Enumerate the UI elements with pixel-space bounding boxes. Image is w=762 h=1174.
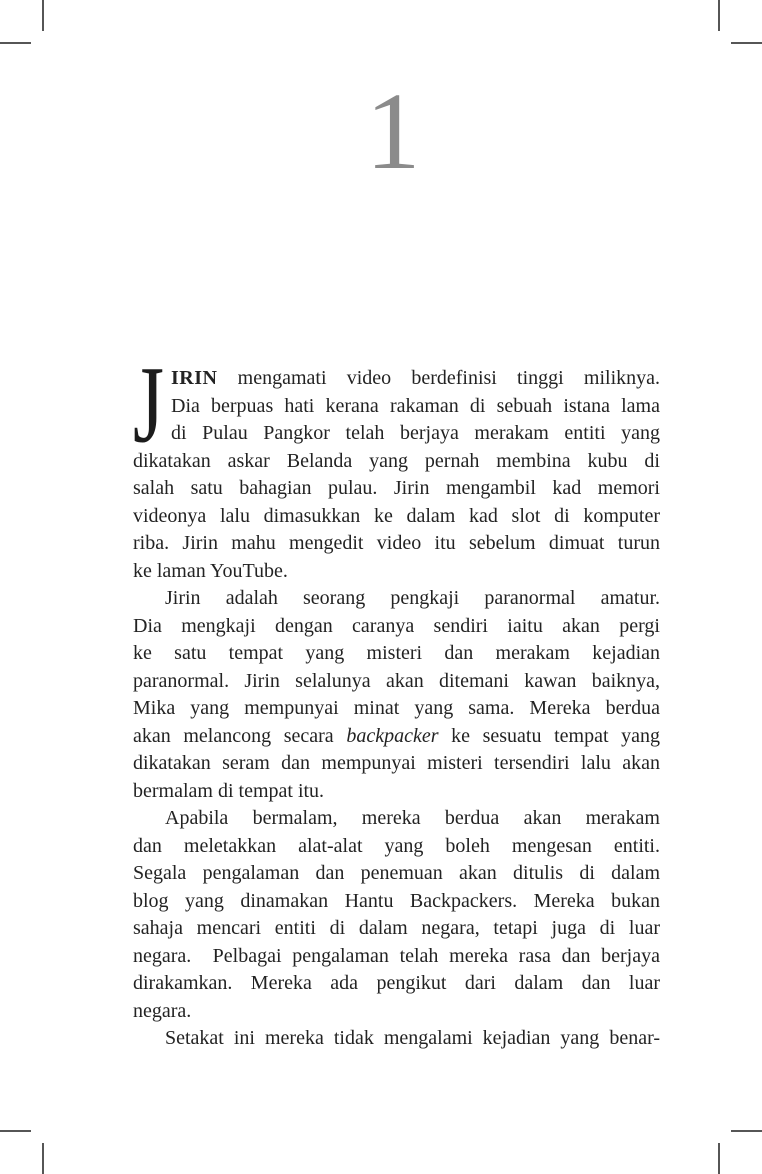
text-line <box>133 640 660 668</box>
crop-mark-top-left-vertical <box>42 0 44 31</box>
crop-mark-bottom-left-horizontal <box>0 1130 31 1132</box>
text-segment: Setakat ini mereka tidak mengalami kejadian yang benar- <box>165 1027 660 1049</box>
text-line <box>133 998 660 1026</box>
paragraph <box>133 1025 660 1053</box>
crop-mark-top-right-vertical <box>718 0 720 31</box>
text-segment: dikatakan askar Belanda yang pernah membina kubu di <box>133 449 660 472</box>
text-segment: dan meletakkan alat-alat yang boleh mengesan entiti. <box>133 834 660 857</box>
text-segment: negara. <box>133 999 192 1022</box>
text-line <box>133 805 660 833</box>
text-segment: bermalam di tempat itu. <box>133 779 325 802</box>
text-line <box>133 833 660 861</box>
text-segment: dikatakan seram dan mempunyai misteri tersendiri lalu akan <box>133 752 660 774</box>
text-segment: salah satu bahagian pulau. Jirin mengambil kad memori <box>133 477 660 499</box>
crop-mark-bottom-right-vertical <box>718 1143 720 1174</box>
text-line <box>133 393 660 421</box>
crop-mark-bottom-left-vertical <box>42 1143 44 1174</box>
text-segment: riba. Jirin mahu mengedit video itu sebelum dimuat turun <box>133 532 660 554</box>
text-line <box>133 860 660 888</box>
text-segment: Apabila bermalam, mereka berdua akan merakam <box>165 807 660 829</box>
text-line <box>133 503 660 531</box>
text-segment: videonya lalu dimasukkan ke dalam kad slot di komputer <box>133 504 660 527</box>
paragraph <box>133 585 660 805</box>
text-segment: Dia berpuas hati kerana rakaman di sebuah istana lama <box>171 394 660 417</box>
text-segment: Mika yang mempunyai minat yang sama. Mereka berdua <box>133 697 660 719</box>
text-line <box>133 613 660 641</box>
text-segment: dirakamkan. Mereka ada pengikut dari dalam dan luar <box>133 972 660 994</box>
text-segment: Dia mengkaji dengan caranya sendiri iaitu akan pergi <box>133 614 660 637</box>
text-segment: blog yang dinamakan Hantu Backpackers. Mereka bukan <box>133 889 660 912</box>
text-segment: di Pulau Pangkor telah berjaya merakam entiti yang <box>171 422 660 444</box>
text-line <box>133 365 660 393</box>
paragraph <box>133 805 660 1025</box>
lead-word-caps: IRIN <box>171 367 218 389</box>
text-segment: Segala pengalaman dan penemuan akan ditulis di dalam <box>133 862 660 884</box>
text-line <box>133 585 660 613</box>
text-line <box>133 970 660 998</box>
text-segment: paranormal. Jirin selalunya akan ditemani kawan baiknya, <box>133 669 660 692</box>
text-line <box>133 915 660 943</box>
text-line <box>133 888 660 916</box>
text-line <box>133 530 660 558</box>
crop-mark-top-right-horizontal <box>731 42 762 44</box>
text-segment: ke laman YouTube. <box>133 559 288 582</box>
text-line <box>133 723 660 751</box>
text-line <box>133 943 660 971</box>
text-line <box>133 475 660 503</box>
text-segment: ke sesuatu tempat yang <box>438 724 660 747</box>
crop-mark-top-left-horizontal <box>0 42 31 44</box>
text-line <box>133 668 660 696</box>
text-body <box>133 344 660 1053</box>
text-line <box>133 420 660 448</box>
italic-term: backpacker <box>346 724 439 747</box>
drop-cap: J <box>133 344 164 467</box>
text-line <box>133 695 660 723</box>
text-line <box>133 778 660 806</box>
text-segment: ke satu tempat yang misteri dan merakam kejadian <box>133 642 660 664</box>
paragraph <box>133 365 660 585</box>
chapter-number: 1 <box>365 70 421 192</box>
text-segment: negara. Pelbagai pengalaman telah mereka rasa dan berjaya <box>133 944 660 967</box>
text-segment: mengamati video berdefinisi tinggi miliknya. <box>217 367 660 389</box>
text-segment: sahaja mencari entiti di dalam negara, tetapi juga di luar <box>133 917 660 939</box>
text-line <box>133 1025 660 1053</box>
text-segment: akan melancong secara <box>133 724 347 747</box>
crop-mark-bottom-right-horizontal <box>731 1130 762 1132</box>
text-line <box>133 558 660 586</box>
text-line <box>133 750 660 778</box>
text-segment: Jirin adalah seorang pengkaji paranormal amatur. <box>165 587 660 609</box>
text-line <box>133 448 660 476</box>
